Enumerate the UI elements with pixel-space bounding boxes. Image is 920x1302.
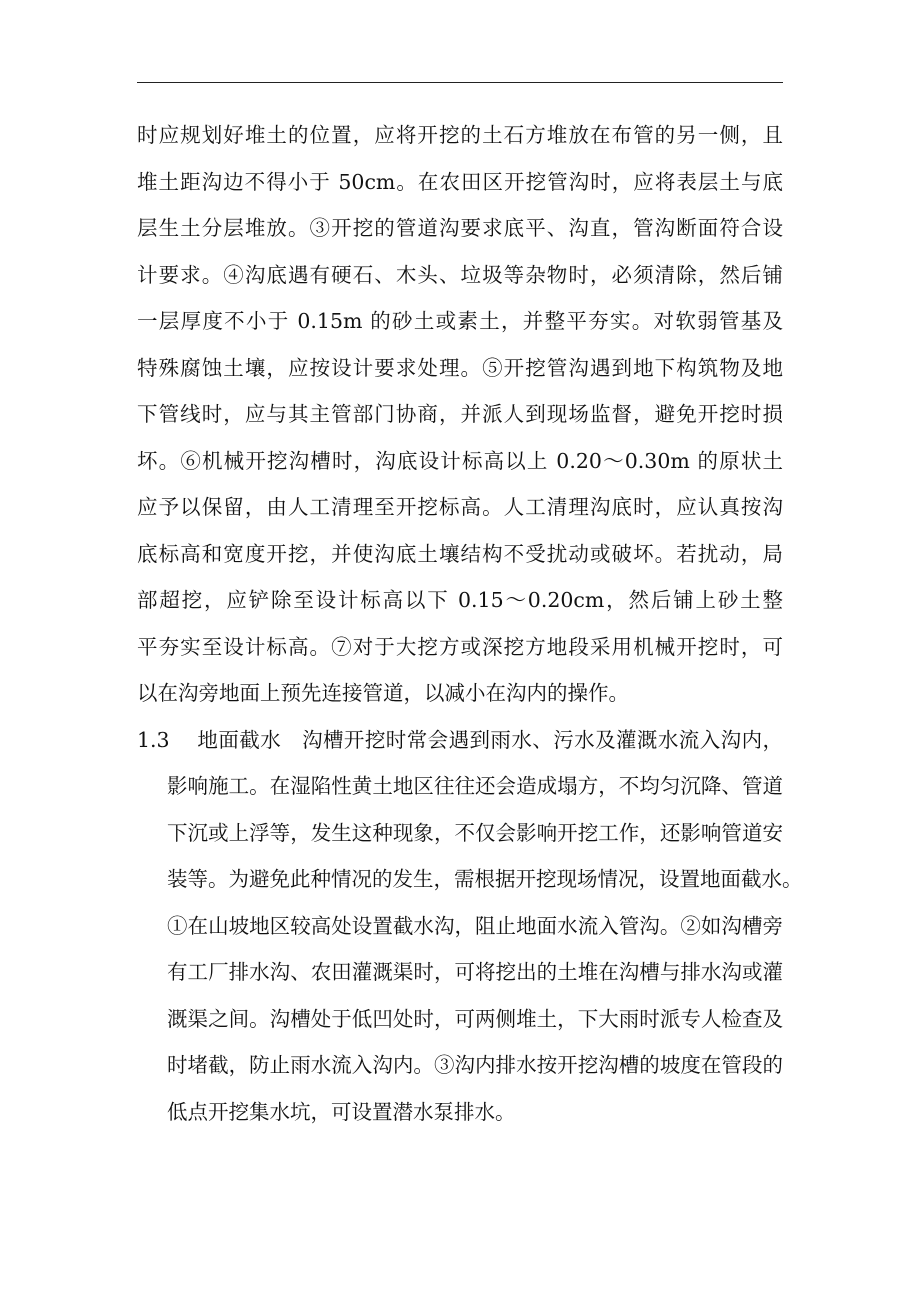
text-line: 坏。⑥机械开挖沟槽时，沟底设计标高以上 0.20～0.30m 的原状土	[137, 448, 783, 473]
text-line: 下管线时，应与其主管部门协商，并派人到现场监督，避免开挖时损	[137, 402, 783, 426]
text-line: 一层厚度不小于 0.15m 的砂土或素土，并整平夯实。对软弱管基及	[137, 309, 783, 333]
text-line: 底标高和宽度开挖，并使沟底土壤结构不受扰动或破坏。若扰动，局	[137, 541, 783, 566]
text-line: 下沉或上浮等，发生这种现象，不仅会影响开挖工作，还影响管道安	[167, 820, 783, 845]
section-heading-line	[137, 717, 783, 764]
header-rule	[137, 82, 783, 83]
document-body	[137, 112, 803, 1135]
section-heading-text: 地面截水 沟槽开挖时常会遇到雨水、污水及灌溉水流入沟内，	[197, 727, 783, 752]
text-line: 以在沟旁地面上预先连接管道，以减小在沟内的操作。	[137, 681, 629, 705]
paragraph-trench-excavation	[137, 112, 783, 717]
text-line: 时堵截，防止雨水流入沟内。③沟内排水按开挖沟槽的坡度在管段的	[167, 1053, 783, 1077]
text-line: 计要求。④沟底遇有硬石、木头、垃圾等杂物时，必须清除，然后铺	[137, 262, 783, 287]
section-number: 1.3	[137, 727, 170, 752]
text-line: 应予以保留，由人工清理至开挖标高。人工清理沟底时，应认真按沟	[137, 495, 783, 519]
text-line: 有工厂排水沟、农田灌溉渠时，可将挖出的土堆在沟槽与排水沟或灌	[167, 960, 783, 984]
text-line: ①在山坡地区较高处设置截水沟，阻止地面水流入管沟。②如沟槽旁	[167, 913, 783, 938]
text-line: 堆土距沟边不得小于 50cm。在农田区开挖管沟时，应将表层土与底	[137, 169, 783, 194]
text-line: 特殊腐蚀土壤，应按设计要求处理。⑤开挖管沟遇到地下构筑物及地	[137, 355, 783, 380]
section-surface-water-interception	[137, 717, 803, 1136]
text-line: 装等。为避免此种情况的发生，需根据开挖现场情况，设置地面截水。	[167, 867, 803, 891]
text-line: 平夯实至设计标高。⑦对于大挖方或深挖方地段采用机械开挖时，可	[137, 634, 783, 659]
text-line: 低点开挖集水坑，可设置潜水泵排水。	[167, 1099, 516, 1124]
text-line: 层生土分层堆放。③开挖的管道沟要求底平、沟直，管沟断面符合设	[137, 216, 783, 240]
text-line: 部超挖，应铲除至设计标高以下 0.15～0.20cm，然后铺上砂土整	[137, 588, 783, 612]
text-line: 影响施工。在湿陷性黄土地区往往还会造成塌方，不均匀沉降、管道	[167, 774, 783, 798]
text-line: 时应规划好堆土的位置，应将开挖的土石方堆放在布管的另一侧，且	[137, 123, 783, 147]
text-line: 溉渠之间。沟槽处于低凹处时，可两侧堆土，下大雨时派专人检查及	[167, 1006, 783, 1031]
